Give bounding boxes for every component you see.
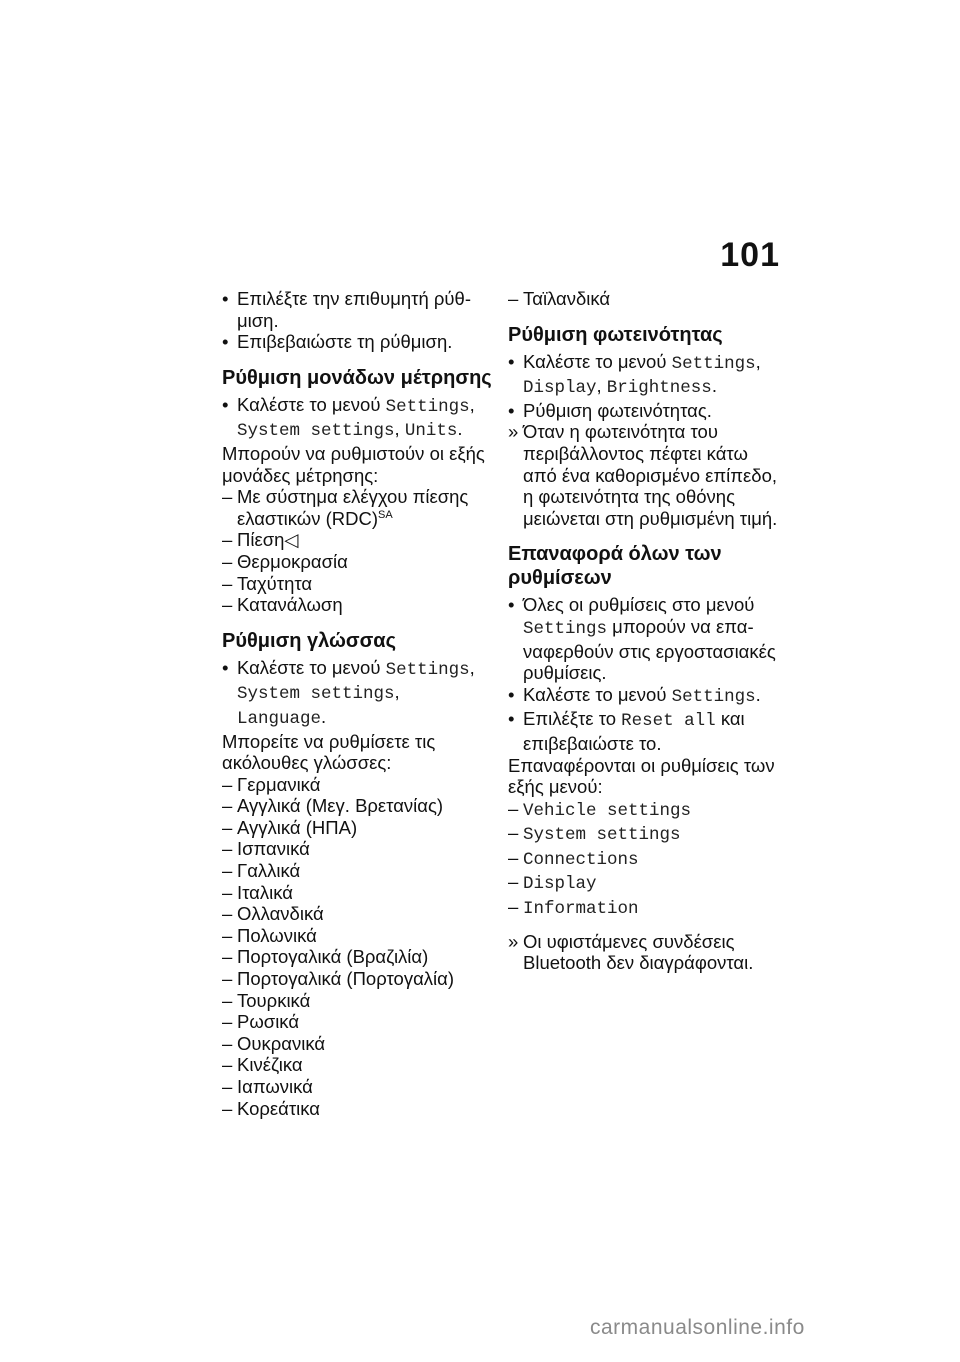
menu-list-item [508,822,798,847]
text-line: ναφερθούν στις εργοστασιακές [523,640,776,662]
text-line [222,706,492,731]
dash-marker: – [222,795,233,817]
bullet-item [222,331,492,353]
page-number: 101 [720,236,780,274]
dash-marker: – [222,550,233,572]
menu-name: Settings [523,618,608,639]
dash-marker: – [222,1032,233,1054]
dash-marker: – [222,529,233,551]
text: , [394,681,400,703]
text: Γαλλικά [237,860,301,882]
menu-name: Language [237,708,322,729]
dash-marker: – [222,946,233,968]
menu-name: System settings [237,684,395,705]
text-line: μιση. [237,309,279,331]
section-heading-reset [508,542,798,590]
bullet-marker: • [508,399,515,421]
text: Ιαπωνικά [237,1076,313,1097]
menu-name: Vehicle settings [523,800,692,821]
dash-marker: – [222,989,233,1011]
dash-marker: – [222,816,233,838]
right-column [508,288,798,974]
language-item [222,990,492,1012]
text: Τουρκικά [237,989,311,1011]
section-heading-language: Ρύθμιση γλώσσας [222,629,396,652]
language-item [222,1033,492,1055]
text-line: Μπορούν να ρυθμιστούν οι εξής [222,442,485,464]
menu-list-item [508,871,798,896]
text: . [711,375,717,397]
text: Πορτογαλικά (Βραζιλία) [237,946,429,968]
dash-item [222,529,492,551]
text: Οι υφιστάμενες συνδέσεις [523,930,735,952]
text: Κατανάλωση [237,594,343,616]
text-line: ακόλουθες γλώσσες: [222,752,392,774]
text: Θερμοκρασία [237,550,348,572]
menu-name: System settings [523,825,681,846]
text: , [469,656,475,678]
section-heading-units: Ρύθμιση μονάδων μέτρησης [222,366,492,389]
language-item [222,882,492,904]
text: Πορτογαλικά (Πορτογαλία) [237,968,454,990]
text-line: Μπορείτε να ρυθμίσετε τις [222,730,436,752]
text: . [755,683,761,705]
text-line: μειώνεται στη ρυθμισμένη τιμή. [523,507,778,529]
dash-marker: – [222,1011,233,1033]
dash-marker: – [222,773,233,795]
text-line [222,508,492,530]
text: Καλέστε το μενού [523,683,672,705]
dash-marker: – [508,822,519,844]
language-item [222,946,492,968]
text: Αγγλικά (Μεγ. Βρετανίας) [237,795,444,817]
text-line [222,681,492,706]
text-line [508,616,798,641]
menu-name: Display [523,378,597,399]
bullet-marker: • [222,393,229,415]
footer-watermark: carmanualsonline.info [590,1316,805,1339]
text: Ταχύτητα [237,572,313,594]
text-line: η φωτεινότητα της οθόνης [523,486,736,508]
dash-marker: – [222,838,233,860]
left-column [222,288,492,1119]
text-line: επιβεβαιώστε το. [523,732,662,754]
dash-marker: – [222,968,233,990]
language-item [222,1098,492,1120]
superscript-sa: SA [378,508,393,521]
text-line: από ένα καθορισμένο επίπεδο, [523,464,778,486]
text: Ισπανικά [237,838,310,860]
menu-list-item [508,847,798,872]
text: , [469,393,475,415]
menu-name: Settings [671,686,756,707]
heading-line: Επαναφορά όλων των [508,543,722,566]
text-line [508,375,798,400]
menu-name: Settings [385,659,470,680]
language-item [222,968,492,990]
dash-marker: – [508,846,519,868]
text: μπορούν να επα- [607,615,754,637]
text: Γερμανικά [237,773,321,795]
bullet-marker: • [508,350,515,372]
language-item [222,817,492,839]
bullet-item [508,351,798,376]
language-item [222,860,492,882]
text: Πίεση◁ [237,529,299,551]
bullet-marker: • [222,331,229,353]
text: Ρύθμιση φωτεινότητας. [523,399,712,421]
bullet-item [508,594,798,616]
language-item [222,1054,492,1076]
spacer [508,921,798,931]
menu-name: Settings [385,396,470,417]
heading-line: ρυθμίσεων [508,567,612,590]
text-line: μονάδες μέτρησης: [222,464,379,486]
language-item [222,774,492,796]
dash-marker: – [222,1054,233,1076]
dash-marker: – [508,288,519,309]
bullet-item [222,657,492,682]
menu-list-item [508,896,798,921]
bullet-marker: • [508,708,515,730]
text-line [222,418,492,443]
text: Καλέστε το μενού [237,656,386,678]
text-line: ρυθμίσεις. [523,662,607,684]
language-item [222,1076,492,1098]
menu-name: Units [404,421,458,442]
menu-name: Information [523,899,639,920]
text: Όταν η φωτεινότητα του [523,421,718,443]
menu-name: Connections [523,849,639,870]
menu-name: Brightness [606,378,712,399]
bullet-item [222,288,492,310]
text: Ολλανδικά [237,903,324,925]
language-item [222,1011,492,1033]
menu-name: System settings [237,421,395,442]
language-item [222,838,492,860]
text: Καλέστε το μενού [237,393,386,415]
bullet-item [508,684,798,709]
dash-item [222,594,492,616]
dash-marker: – [508,871,519,893]
info-marker: » [508,421,519,443]
bullet-item [508,400,798,422]
text: . [457,418,463,440]
language-item [222,903,492,925]
language-item [222,925,492,947]
language-item [222,795,492,817]
menu-name: Reset all [621,711,716,732]
info-marker: » [508,930,519,952]
text: Ιταλικά [237,881,293,903]
dash-marker: – [222,924,233,946]
section-heading-brightness: Ρύθμιση φωτεινότητας [508,323,723,346]
text: Καλέστε το μενού [523,350,672,372]
text: , [755,350,761,372]
dash-marker: – [222,572,233,594]
dash-item [222,551,492,573]
dash-marker: – [222,594,233,616]
menu-name: Settings [671,353,756,374]
text: Επιβεβαιώστε τη ρύθμιση. [237,331,453,353]
text: Επιλέξτε την επιθυμητή ρύθ- [237,288,471,309]
text: Ρωσικά [237,1011,300,1033]
dash-marker: – [222,903,233,925]
dash-marker: – [222,1076,233,1097]
text: και [715,708,745,730]
text-line: περιβάλλοντος πέφτει κάτω [523,442,748,464]
language-item [508,288,798,310]
dash-marker: – [508,797,519,819]
menu-name: Display [523,874,597,895]
bullet-item [508,708,798,733]
dash-marker: – [508,896,519,918]
text: Με σύστημα ελέγχου πίεσης [237,486,469,508]
bullet-marker: • [222,656,229,678]
bullet-item [222,394,492,419]
text: Αγγλικά (ΗΠΑ) [237,816,358,838]
text-line: Bluetooth δεν διαγράφονται. [523,952,754,974]
text: Πολωνικά [237,924,317,946]
text: , [394,418,405,440]
text: Ταϊλανδικά [523,288,611,309]
text: ελαστικών (RDC) [237,507,379,529]
bullet-marker: • [222,288,229,309]
text: Κορεάτικα [237,1097,321,1119]
bullet-marker: • [508,594,515,616]
info-item [508,421,798,443]
text: Όλες οι ρυθμίσεις στο μενού [523,594,755,616]
info-item [508,931,798,953]
dash-marker: – [222,881,233,903]
text-line: εξής μενού: [508,776,603,798]
dash-marker: – [222,860,233,882]
text: Ουκρανικά [237,1032,326,1054]
dash-item [222,573,492,595]
dash-marker: – [222,1097,233,1119]
text: , [596,375,607,397]
dash-marker: – [222,486,233,508]
dash-item [222,486,492,508]
text: . [321,705,327,727]
text-line: Επαναφέρονται οι ρυθμίσεις των [508,754,775,776]
bullet-marker: • [508,683,515,705]
text: Επιλέξτε το [523,708,622,730]
text: Κινέζικα [237,1054,303,1076]
menu-list-item [508,798,798,823]
